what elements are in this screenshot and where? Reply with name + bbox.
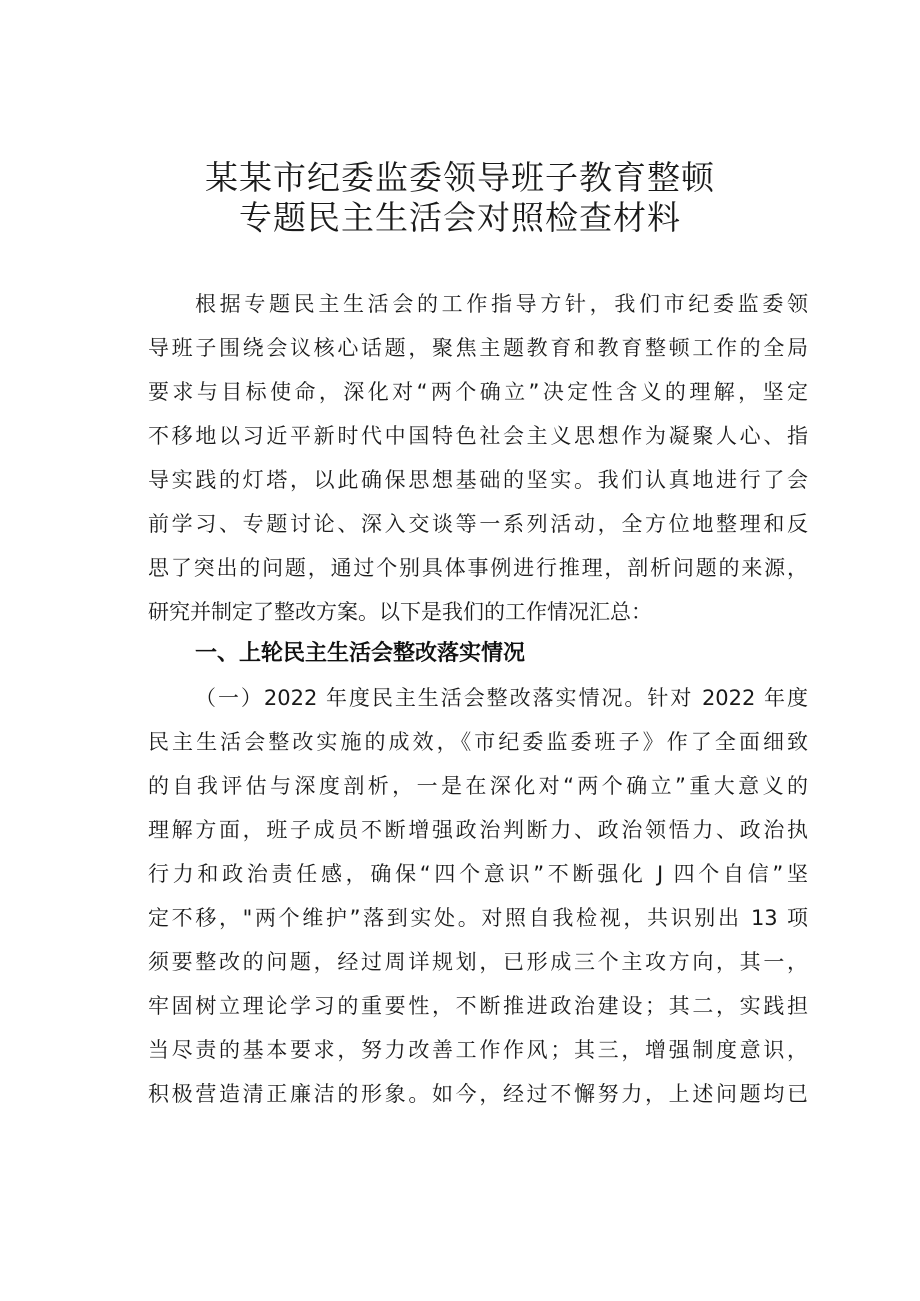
intro-paragraph-line: 前学习、专题讨论、深入交谈等一系列活动，全方位地整理和反 (148, 512, 808, 536)
section-1-paragraph-line: 的自我评估与深度剖析，一是在深化对“两个确立”重大意义的 (148, 774, 808, 798)
section-1-paragraph-line: 当尽责的基本要求，努力改善工作作风；其三，增强制度意识， (148, 1038, 808, 1062)
section-1-heading: 一、上轮民主生活会整改落实情况 (195, 641, 526, 666)
section-1-paragraph-line: 积极营造清正廉洁的形象。如今，经过不懈努力，上述问题均已 (148, 1082, 808, 1106)
section-1-paragraph-line: （一）2022 年度民主生活会整改落实情况。针对 2022 年度 (195, 686, 808, 710)
document-title-line-1: 某某市纪委监委领导班子教育整顿 (205, 158, 715, 197)
section-1-paragraph-line: 行力和政治责任感，确保“四个意识”不断强化 J 四个自信”坚 (148, 862, 808, 886)
intro-paragraph-line: 导班子围绕会议核心话题，聚焦主题教育和教育整顿工作的全局 (148, 336, 808, 360)
section-1-paragraph-line: 理解方面，班子成员不断增强政治判断力、政治领悟力、政治执 (148, 818, 808, 842)
section-1-paragraph-line: 定不移，"两个维护”落到实处。对照自我检视，共识别出 13 项 (148, 906, 808, 930)
intro-paragraph-line: 研究并制定了整改方案。以下是我们的工作情况汇总： (148, 600, 652, 624)
intro-paragraph-line: 不移地以习近平新时代中国特色社会主义思想作为凝聚人心、指 (148, 424, 808, 448)
document-title-line-2: 专题民主生活会对照检查材料 (239, 198, 681, 237)
section-1-paragraph-line: 民主生活会整改实施的成效，《市纪委监委班子》作了全面细致 (148, 730, 808, 754)
intro-paragraph-line: 根据专题民主生活会的工作指导方针，我们市纪委监委领 (195, 292, 808, 316)
section-1-paragraph-line: 牢固树立理论学习的重要性，不断推进政治建设；其二，实践担 (148, 994, 808, 1018)
intro-paragraph-line: 思了突出的问题，通过个别具体事例进行推理，剖析问题的来源， (148, 556, 808, 580)
section-1-paragraph-line: 须要整改的问题，经过周详规划，已形成三个主攻方向，其一， (148, 950, 808, 974)
intro-paragraph-line: 要求与目标使命，深化对“两个确立”决定性含义的理解，坚定 (148, 380, 808, 404)
intro-paragraph-line: 导实践的灯塔，以此确保思想基础的坚实。我们认真地进行了会 (148, 468, 808, 492)
